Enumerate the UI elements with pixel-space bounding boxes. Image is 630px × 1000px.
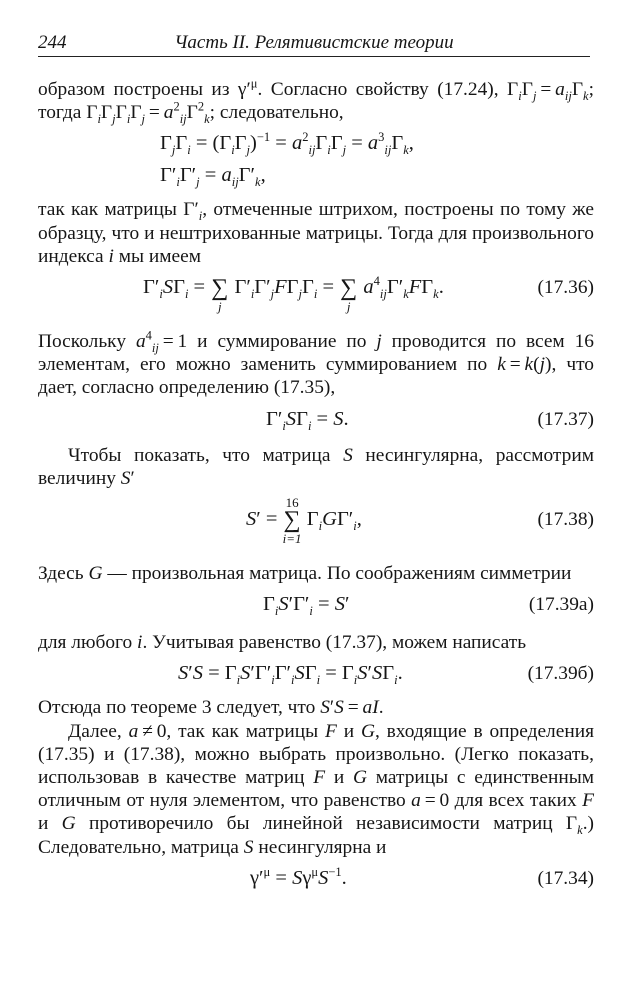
equation-number: (17.39б) <box>527 663 594 685</box>
paragraph: так как матрицы $\Gamma'_i$, отмеченные штрихом, построены по тому же образцу, что и нештрихованные матрицы. Тогда для произвольного индекса i мы имеем <box>38 199 594 267</box>
equation-number: (17.38) <box>537 509 594 531</box>
equation: $\Gamma'_iS\Gamma_i = S$. <box>266 407 349 433</box>
paragraph: Далее, a ≠ 0, так как матрицы F и G, входящие в определения (17.35) и (17.38), можно выбрать произвольно. (Легко показать, использовав в качестве матриц F и G матрицы с единственным отличным от нуля элементом, что равенство a = 0 для всех таких F и G противоречило бы линейной независимости матриц $\Gamma_k$.) Следовательно, матрица S несингулярна и <box>38 720 595 858</box>
equation-block <box>38 658 594 692</box>
equation-number: (17.39а) <box>528 594 594 616</box>
paragraph: Поскольку $a^4_{ij} = 1$ и суммирование по j проводится по всем 16 элементам, его можно заменить суммированием по k = k(j), что дает, согласно определению (17.35), <box>38 328 595 399</box>
text-body <box>38 78 594 901</box>
equation: $\Gamma_iS'\Gamma'_i = S'$ <box>263 593 350 619</box>
equation-block <box>38 272 594 326</box>
running-title: Часть II. Релятивистские теории <box>174 32 454 53</box>
equation: $\Gamma'_i\Gamma'_j = a_{ij}\Gamma'_k$, <box>160 164 266 190</box>
page-number: 244 <box>38 32 67 53</box>
equation-block <box>38 404 594 438</box>
equation-block <box>38 494 594 558</box>
paragraph: Здесь G — произвольная матрица. По соображениям симметрии <box>38 563 572 585</box>
equation-number: (17.36) <box>537 277 594 299</box>
equation: S′ = ∑ 16 i=1 $\Gamma_iG\Gamma'_i$, <box>246 495 362 547</box>
equation: $\gamma'^\mu = S\gamma^\mu S^{-1}$. <box>250 865 347 889</box>
paragraph: Чтобы показать, что матрица S несингулярна, рассмотрим величину S′ <box>38 444 594 489</box>
equation-block <box>38 863 594 897</box>
paragraph: для любого i. Учитывая равенство (17.37), можем написать <box>38 632 527 654</box>
equation-block <box>38 589 594 623</box>
equation: $S'S = \Gamma_iS'\Gamma'_i\Gamma'_iS\Gamma_i = \Gamma_iS'S\Gamma_i$. <box>178 662 403 688</box>
equation-block <box>38 160 594 194</box>
running-header <box>38 30 590 57</box>
equation-number: (17.34) <box>537 867 594 889</box>
equation-block <box>38 128 594 162</box>
paragraph: образом построены из $\gamma'^\mu$. Согласно свойству (17.24), $\Gamma_i\Gamma_j = a_{ij}\Gamma_k$; тогда $\Gamma_i\Gamma_j\Gamma_i\Gamma_j = a^2_{ij}\Gamma^2_k$; следовательно, <box>38 76 594 127</box>
equation: $\Gamma_j\Gamma_i = (\Gamma_i\Gamma_j)^{-1} = a^2_{ij}\Gamma_i\Gamma_j = a^3_{ij}\Gamma_k$, <box>160 130 414 158</box>
equation: $\Gamma'_iS\Gamma_i$ = ∑ j $\Gamma'_i\Gamma'_jF\Gamma_j\Gamma_i$ = ∑ j $a^4_{ij}\Gamma'_kF\Gamma_k$. <box>143 274 444 315</box>
equation-number: (17.37) <box>537 408 594 430</box>
paragraph: Отсюда по теореме 3 следует, что S′S = aI. <box>38 697 384 719</box>
